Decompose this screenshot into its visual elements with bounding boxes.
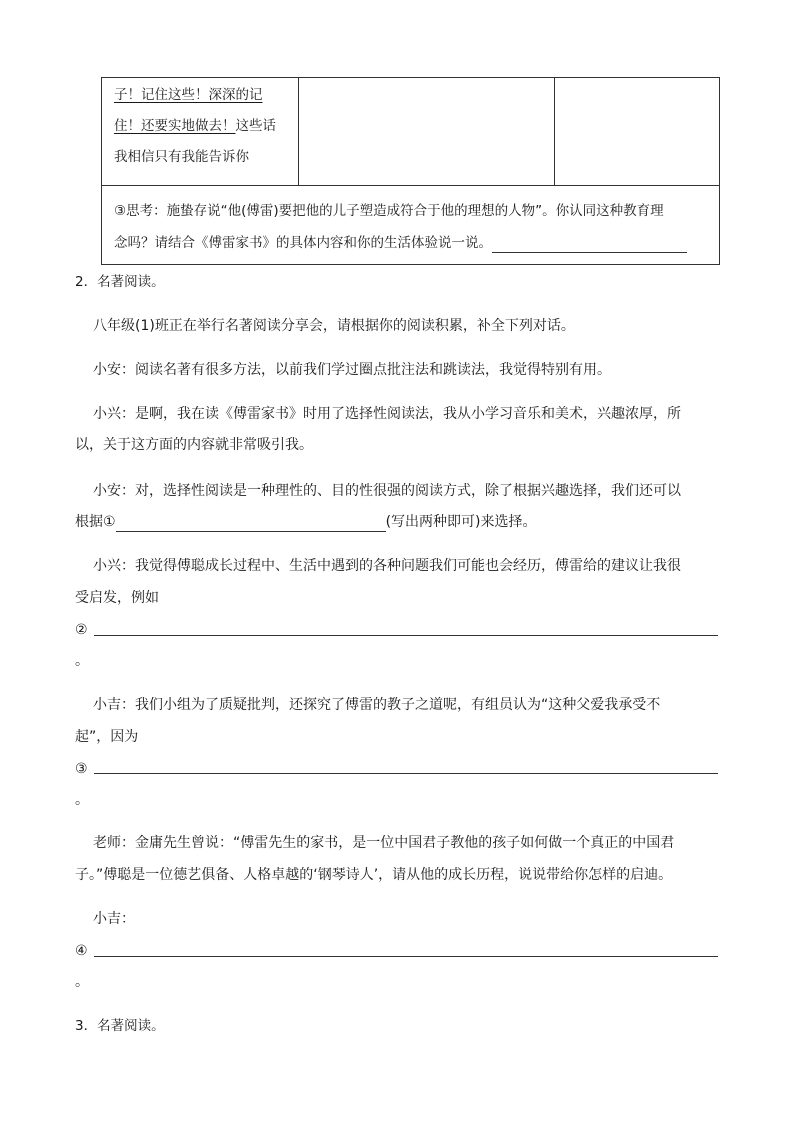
table-cell-quote xyxy=(102,78,299,185)
q2-xiaoan-2-line-2 xyxy=(75,512,537,532)
q2-xiaoxing-2-line-1: 小兴：我觉得傅聪成长过程中、生活中遇到的各种问题我们可能也会经历，傅雷给的建议让我很 xyxy=(93,558,681,574)
blank-3-period: 。 xyxy=(75,792,89,808)
q2-xiaoxing-1-line-2: 以，关于这方面的内容就非常吸引我。 xyxy=(75,437,313,453)
blank-2-period: 。 xyxy=(75,653,89,669)
think-line-1: ③思考：施蛰存说“他(傅雷)要把他的儿子塑造成符合于他的理想的人物”。你认同这种教育理 xyxy=(114,203,664,219)
q2-xiaoan-1: 小安：阅读名著有很多方法，以前我们学过圈点批注法和跳读法，我觉得特别有用。 xyxy=(93,362,611,378)
q2-xiaoxing-2-line-2: 受启发，例如 xyxy=(75,590,159,606)
q2-xiaoji-1-line-2: 起”，因为 xyxy=(75,729,139,745)
blank-4-period: 。 xyxy=(75,974,89,990)
think-answer-blank[interactable] xyxy=(492,237,687,253)
quote-line-2 xyxy=(114,116,276,136)
blank-1-suffix: (写出两种即可)来选择。 xyxy=(385,514,537,530)
blank-3-answer-line[interactable] xyxy=(94,773,718,774)
blank-2-answer-line[interactable] xyxy=(94,635,718,636)
blank-4-label: ④ xyxy=(75,943,88,959)
q2-intro: 八年级(1)班正在举行名著阅读分享会，请根据你的阅读积累，补全下列对话。 xyxy=(93,318,575,334)
table-cell-empty-2[interactable] xyxy=(555,78,719,185)
blank-1-prefix: 根据① xyxy=(75,514,116,530)
question-3-heading: 3．名著阅读。 xyxy=(75,1018,165,1034)
q2-teacher-line-2: 子。”傅聪是一位德艺俱备、人格卓越的‘钢琴诗人’，请从他的成长历程，说说带给你怎样的启迪。 xyxy=(75,867,673,883)
table-row-think xyxy=(102,186,719,264)
blank-4-answer-line[interactable] xyxy=(94,956,718,957)
q2-xiaoxing-1-line-1: 小兴：是啊，我在读《傅雷家书》时用了选择性阅读法，我从小学习音乐和美术，兴趣浓厚，所 xyxy=(93,406,681,422)
answer-table xyxy=(101,77,720,265)
table-cell-empty-1[interactable] xyxy=(299,78,555,185)
q2-xiaoan-2-line-1: 小安：对，选择性阅读是一种理性的、目的性很强的阅读方式，除了根据兴趣选择，我们还可以 xyxy=(93,483,681,499)
quote-line-2-rest: 这些话 xyxy=(235,118,276,134)
quote-line-3: 我相信只有我能告诉你 xyxy=(114,149,249,165)
table-row xyxy=(102,78,719,186)
think-line-2-text: 念吗？请结合《傅雷家书》的具体内容和你的生活体验说一说。 xyxy=(114,235,492,251)
blank-1-answer-line[interactable] xyxy=(116,516,386,532)
q2-xiaoji-2: 小吉： xyxy=(93,911,135,927)
question-2-heading: 2．名著阅读。 xyxy=(75,274,165,290)
quote-line-1: 子！记住这些！深深的记 xyxy=(114,87,263,103)
blank-3-label: ③ xyxy=(75,761,88,777)
quote-line-2-underlined: 住！还要实地做去！ xyxy=(114,118,236,134)
q2-xiaoji-1-line-1: 小吉：我们小组为了质疑批判，还探究了傅雷的教子之道呢，有组员认为“这种父爱我承受不 xyxy=(93,697,661,713)
q2-teacher-line-1: 老师：金庸先生曾说：“傅雷先生的家书，是一位中国君子教他的孩子如何做一个真正的中国君 xyxy=(93,835,675,851)
think-line-2 xyxy=(114,233,687,253)
blank-2-label: ② xyxy=(75,622,88,638)
